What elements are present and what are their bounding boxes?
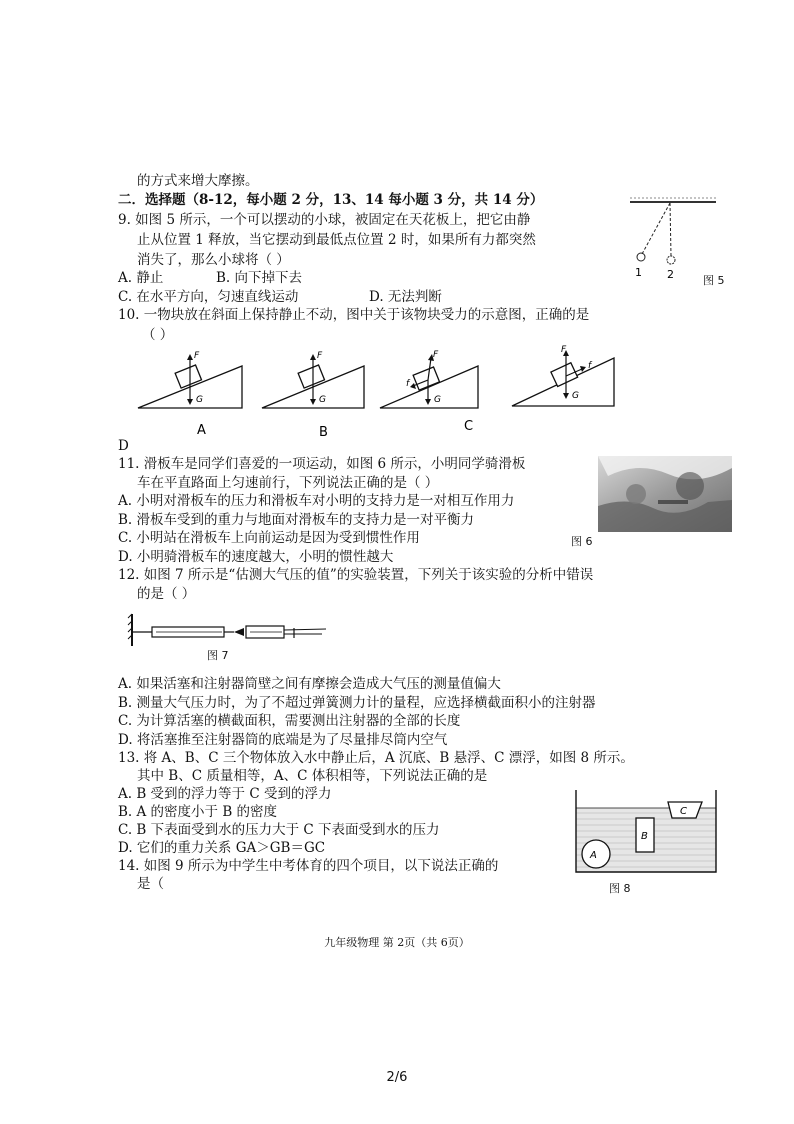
question-10-line1: 10. 一物块放在斜面上保持静止不动，图中关于该物块受力的示意图，正确的是 (118, 307, 590, 323)
gravity-g-label: G (434, 395, 441, 405)
question-9-line2: 止从位置 1 释放，当它摆动到最低点位置 2 时，如果所有力都突然 (137, 232, 536, 248)
q11-option-a: A. 小明对滑板车的压力和滑板车对小明的支持力是一对相互作用力 (118, 493, 515, 509)
q10-answer-mark: D (118, 438, 129, 454)
figure-7-caption: 图 7 (207, 649, 229, 662)
object-c-label: C (680, 806, 687, 817)
figure-8-caption: 图 8 (609, 882, 631, 895)
q13-option-d: D. 它们的重力关系 GA＞GB＝GC (118, 840, 326, 856)
q13-option-c: C. B 下表面受到水的压力大于 C 下表面受到水的压力 (118, 822, 440, 838)
q9-option-d: D. 无法判断 (369, 289, 442, 305)
incline-option-d (512, 345, 614, 406)
question-13-line2: 其中 B、C 质量相等，A、C 体积相等，下列说法正确的是 (137, 768, 488, 784)
object-a-label: A (590, 850, 597, 861)
q12-option-d: D. 将活塞推至注射器筒的底端是为了尽量排尽筒内空气 (118, 732, 448, 748)
gravity-g-label: G (319, 395, 326, 405)
page-footer: 九年级物理 第 2页（共 6页） (324, 936, 470, 949)
force-f-label: F (433, 350, 439, 360)
gravity-g-label: G (196, 395, 203, 405)
question-11-line1: 11. 滑板车是同学们喜爱的一项运动，如图 6 所示，小明同学骑滑板 (118, 456, 526, 472)
figure-6-caption: 图 6 (571, 535, 593, 548)
question-12-line2: 的是（ ） (137, 586, 196, 602)
incline-option-c (380, 350, 478, 408)
position-2-label: 2 (667, 268, 674, 281)
force-f-label: F (317, 351, 323, 361)
string-position-2 (670, 203, 671, 256)
question-14-line1: 14. 如图 9 所示为中学生中考体育的四个项目，以下说法正确的 (118, 858, 499, 874)
incline-option-b (262, 351, 364, 408)
q9-option-a: A. 静止 (118, 270, 164, 286)
position-1-label: 1 (635, 266, 642, 279)
figure-5-caption: 图 5 (703, 274, 725, 287)
q12-option-b: B. 测量大气压力时，为了不超过弹簧测力计的量程，应选择横截面积小的注射器 (118, 695, 596, 711)
ball-position-1 (637, 253, 645, 261)
q12-option-c: C. 为计算活塞的横截面积，需要测出注射器的全部的长度 (118, 713, 461, 729)
question-9-line1: 9. 如图 5 所示，一个可以摆动的小球，被固定在天花板上，把它由静 (118, 212, 531, 228)
text-line: 的方式来增大摩擦。 (137, 173, 259, 189)
q11-option-b: B. 滑板车受到的重力与地面对滑板车的支持力是一对平衡力 (118, 512, 475, 528)
gravity-g-label: G (572, 391, 579, 401)
object-b-label: B (641, 831, 648, 842)
section-heading: 二．选择题（8-12，每小题 2 分，13、14 每小题 3 分，共 14 分） (118, 192, 544, 208)
question-9-line3: 消失了，那么小球将（ ） (137, 252, 290, 268)
friction-f-label: f (406, 379, 410, 389)
option-c-label: C (464, 419, 474, 434)
option-b-label: B (319, 425, 328, 437)
page-number: 2/6 (386, 1070, 408, 1085)
figure-7-syringe-apparatus (126, 612, 336, 648)
q10-incline-diagrams (130, 342, 650, 437)
force-f-label: F (194, 351, 200, 361)
question-10-line2: （ ） (142, 327, 174, 343)
q13-option-b: B. A 的密度小于 B 的密度 (118, 804, 278, 820)
ball-position-2 (667, 256, 675, 264)
question-12-line1: 12. 如图 7 所示是“估测大气压的值”的实验装置，下列关于该实验的分析中错误 (118, 567, 594, 583)
figure-6-skateboard-photo (598, 456, 732, 532)
force-f-label: F (561, 345, 567, 355)
option-a-label: A (197, 423, 206, 437)
question-13-line1: 13. 将 A、B、C 三个物体放入水中静止后，A 沉底、B 悬浮、C 漂浮，如图 8 所示。 (118, 750, 634, 766)
figure-8-water-tank (568, 786, 732, 878)
q12-option-a: A. 如果活塞和注射器筒壁之间有摩擦会造成大气压的测量值偏大 (118, 676, 501, 692)
question-14-line2: 是（ (137, 876, 164, 892)
question-11-line2: 车在平直路面上匀速前行，下列说法正确的是（ ） (137, 475, 439, 491)
friction-f-label: f (588, 361, 592, 371)
incline-option-a (138, 351, 242, 408)
q11-option-c: C. 小明站在滑板车上向前运动是因为受到惯性作用 (118, 530, 420, 546)
q11-option-d: D. 小明骑滑板车的速度越大，小明的惯性越大 (118, 549, 394, 565)
hook (234, 628, 244, 636)
string-position-1 (642, 203, 670, 254)
q9-option-b: B. 向下掉下去 (216, 270, 303, 286)
q9-option-c: C. 在水平方向，匀速直线运动 (118, 289, 299, 305)
q13-option-a: A. B 受到的浮力等于 C 受到的浮力 (118, 786, 332, 802)
